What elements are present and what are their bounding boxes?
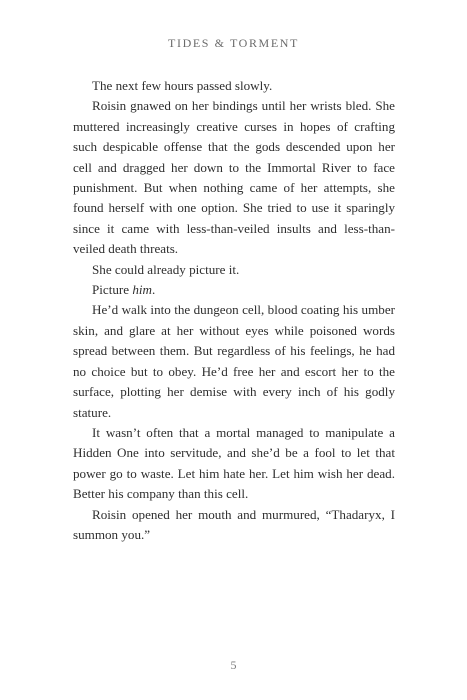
paragraph-text: Picture bbox=[92, 282, 133, 298]
paragraph bbox=[73, 280, 395, 300]
emphasis-text: him bbox=[132, 282, 153, 298]
paragraph-text: . bbox=[152, 282, 156, 298]
paragraph: She could already picture it. bbox=[92, 261, 240, 277]
running-head: TIDES & TORMENT bbox=[168, 36, 299, 50]
paragraph: It wasn’t often that a mortal managed to manipulate a Hidden One into servitude, and she’d be a fool to let that power go to waste. Let him hate her. Let him wish her dead. Better his company than this cell. bbox=[73, 424, 395, 502]
paragraph: He’d walk into the dungeon cell, blood coating his umber skin, and glare at her without eyes while poisoned words spread between them. But regardless of his feelings, he had no choice but to obey. He’d free her and escort her to the surface, plotting her demise with every inch of his godly stature. bbox=[73, 302, 395, 420]
body-text bbox=[73, 76, 395, 545]
paragraph: The next few hours passed slowly. bbox=[92, 78, 273, 93]
paragraph: Roisin opened her mouth and murmured, “Thadaryx, I summon you.” bbox=[73, 506, 395, 542]
paragraph: Roisin gnawed on her bindings until her wrists bled. She muttered increasingly creative curses in hopes of crafting such despicable offense that the gods descended upon her cell and dragged her down to the Immortal River to face punishment. But when nothing came of her attempts, she found herself with one option. She tried to use it sparingly since it came with less-than-veiled insults and less-than-veiled death threats. bbox=[73, 98, 395, 257]
page-number: 5 bbox=[230, 658, 237, 672]
